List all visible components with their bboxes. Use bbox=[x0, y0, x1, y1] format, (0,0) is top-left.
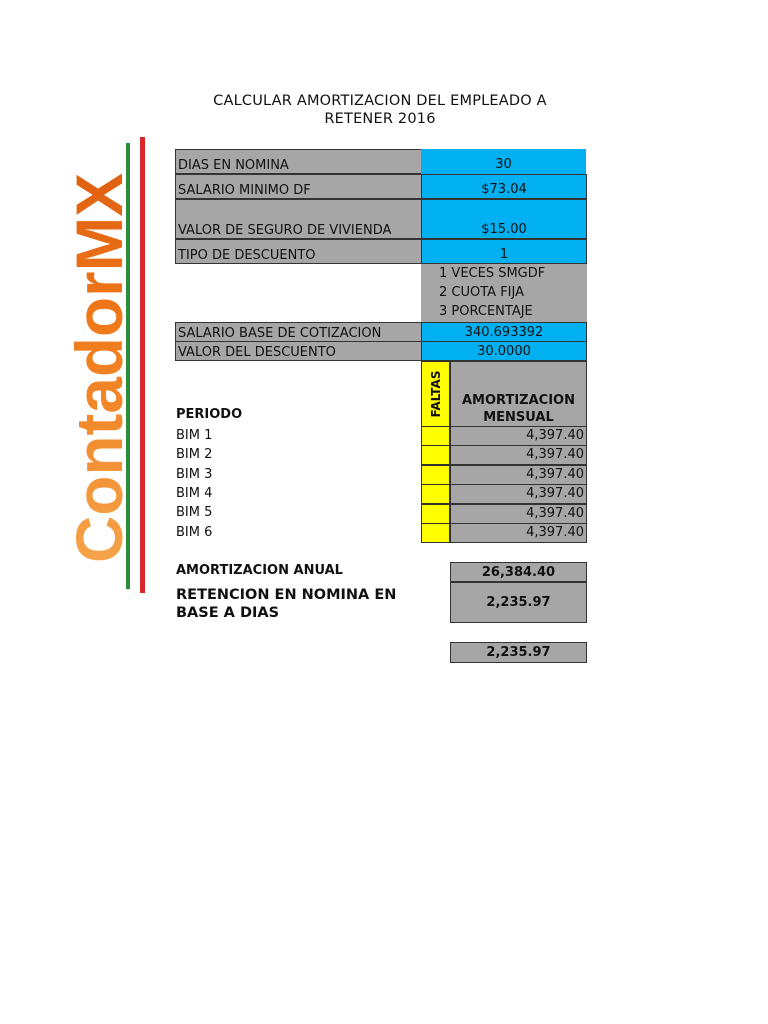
logo-text: ContadorMX bbox=[62, 170, 136, 563]
dias-label: DIAS EN NOMINA bbox=[175, 149, 422, 174]
descuento-value: 30.0000 bbox=[421, 341, 587, 361]
page-title bbox=[170, 92, 590, 128]
title-line-2: RETENER 2016 bbox=[324, 111, 436, 127]
contador-mx-logo bbox=[60, 135, 155, 595]
sbc-label: SALARIO BASE DE COTIZACION bbox=[175, 322, 422, 342]
periodo-cell: BIM 1 bbox=[176, 428, 213, 443]
amortizacion-header: AMORTIZACION MENSUAL bbox=[450, 361, 587, 427]
amortizacion-cell: 4,397.40 bbox=[450, 504, 587, 524]
option-item: 1 VECES SMGDF bbox=[439, 266, 546, 281]
final-value: 2,235.97 bbox=[450, 642, 587, 663]
amortizacion-cell: 4,397.40 bbox=[450, 523, 587, 543]
amortizacion-anual-label: AMORTIZACION ANUAL bbox=[176, 563, 343, 578]
periodo-cell: BIM 2 bbox=[176, 447, 213, 462]
seguro-value[interactable]: $15.00 bbox=[421, 199, 587, 239]
logo-graphic bbox=[60, 135, 155, 595]
option-item: 2 CUOTA FIJA bbox=[439, 285, 525, 300]
faltas-input[interactable] bbox=[421, 523, 450, 543]
amortizacion-cell: 4,397.40 bbox=[450, 445, 587, 465]
retencion-label: RETENCION EN NOMINA EN BASE A DIAS bbox=[176, 587, 397, 621]
amortizacion-cell: 4,397.40 bbox=[450, 484, 587, 504]
periodo-cell: BIM 6 bbox=[176, 525, 213, 540]
amortizacion-anual-value: 26,384.40 bbox=[450, 562, 587, 582]
faltas-header bbox=[421, 361, 450, 427]
faltas-input[interactable] bbox=[421, 504, 450, 524]
amortizacion-cell: 4,397.40 bbox=[450, 465, 587, 485]
salario-label: SALARIO MINIMO DF bbox=[175, 174, 422, 199]
periodo-header: PERIODO bbox=[176, 407, 243, 422]
title-line-1: CALCULAR AMORTIZACION DEL EMPLEADO A bbox=[213, 93, 547, 109]
salario-value[interactable]: $73.04 bbox=[421, 174, 587, 199]
faltas-input[interactable] bbox=[421, 484, 450, 504]
periodo-cell: BIM 5 bbox=[176, 505, 213, 520]
sbc-value: 340.693392 bbox=[421, 322, 587, 342]
amortizacion-cell: 4,397.40 bbox=[450, 426, 587, 446]
faltas-header-text: FALTAS bbox=[428, 370, 443, 418]
faltas-input[interactable] bbox=[421, 426, 450, 446]
seguro-label: VALOR DE SEGURO DE VIVIENDA bbox=[175, 199, 422, 239]
faltas-input[interactable] bbox=[421, 465, 450, 485]
faltas-input[interactable] bbox=[421, 445, 450, 465]
descuento-label: VALOR DEL DESCUENTO bbox=[175, 341, 422, 361]
tipo-value[interactable]: 1 bbox=[421, 239, 587, 264]
tipo-options bbox=[421, 264, 587, 322]
retencion-value: 2,235.97 bbox=[450, 582, 587, 623]
dias-value[interactable]: 30 bbox=[421, 149, 586, 174]
logo-red-stripe bbox=[140, 137, 145, 593]
option-item: 3 PORCENTAJE bbox=[439, 304, 533, 319]
periodo-cell: BIM 4 bbox=[176, 486, 213, 501]
tipo-label: TIPO DE DESCUENTO bbox=[175, 239, 422, 264]
periodo-cell: BIM 3 bbox=[176, 467, 213, 482]
